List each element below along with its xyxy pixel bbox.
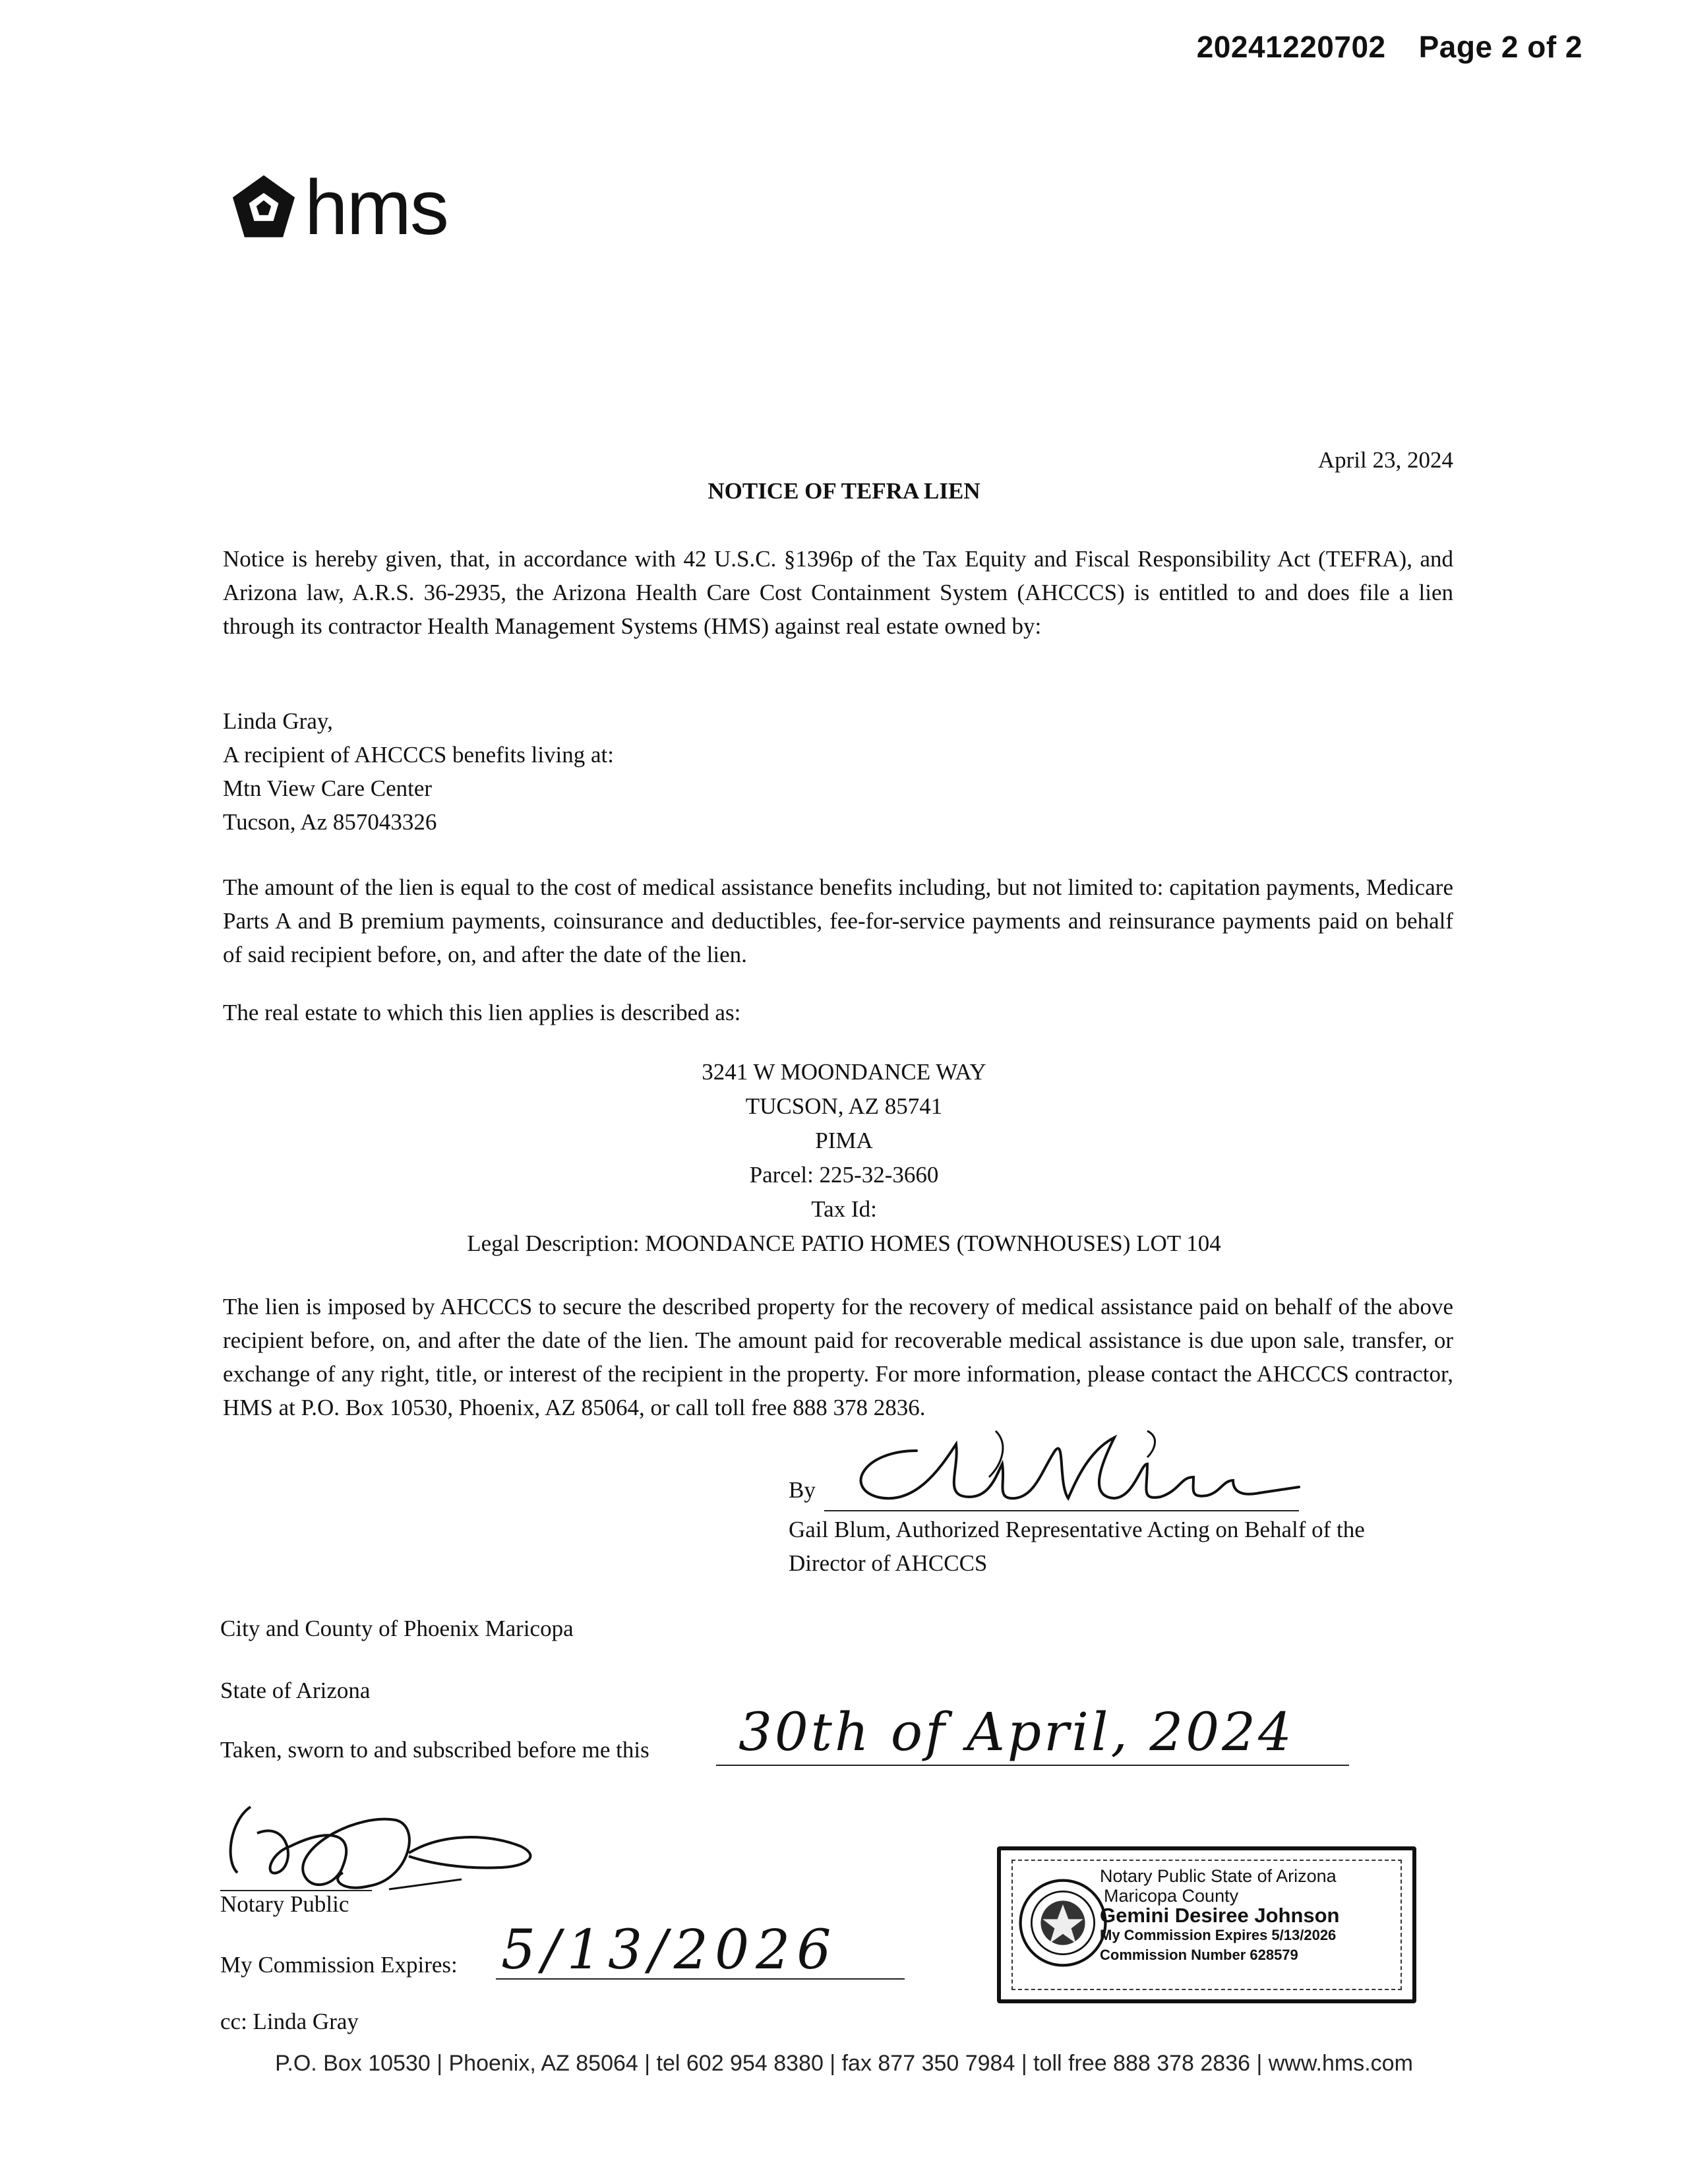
stamp-line: Notary Public State of Arizona (1100, 1866, 1337, 1886)
city-county: City and County of Phoenix Maricopa (220, 1616, 574, 1641)
stamp-line: Gemini Desiree Johnson (1100, 1904, 1340, 1927)
recipient-line: Linda Gray, (223, 708, 333, 734)
page-footer: P.O. Box 10530 | Phoenix, AZ 85064 | tel 602 954 8380 | fax 877 350 7984 | toll free 888 378 2836 | www.hms.com (275, 2051, 1413, 2076)
logo-wordmark: hms (305, 164, 448, 251)
real-estate-intro: The real estate to which this lien applies is described as: (223, 1000, 741, 1025)
property-line: TUCSON, AZ 85741 (745, 1093, 943, 1119)
notary-stamp (997, 1846, 1416, 2003)
amount-paragraph: The amount of the lien is equal to the cost of medical assistance benefits including, but not limited to: capitation payments, Medicare Parts A and B premium payments, coinsurance and deductibles, fee-for-service payments and reinsurance payments paid on behalf of said recipient before, on, and after the date of the lien. (223, 874, 1453, 967)
page-header (1197, 29, 1582, 65)
sworn-date-line (716, 1765, 1349, 1766)
page-label: Page 2 of 2 (1418, 30, 1582, 64)
by-label: By (789, 1477, 816, 1503)
property-description (0, 1055, 1688, 1261)
recipient-line: Tucson, Az 857043326 (223, 809, 437, 835)
property-line: PIMA (815, 1128, 873, 1153)
cc-line: cc: Linda Gray (220, 2009, 359, 2034)
document-number: 20241220702 (1196, 30, 1386, 64)
signer-block (789, 1513, 1365, 1580)
property-line: Tax Id: (811, 1196, 877, 1222)
stamp-line: My Commission Expires 5/13/2026 (1100, 1927, 1337, 1943)
letter-date: April 23, 2024 (1317, 447, 1453, 473)
recipient-line: Mtn View Care Center (223, 775, 433, 801)
hms-logo (227, 164, 448, 251)
recipient-block (223, 704, 614, 839)
stamp-line: Commission Number 628579 (1100, 1947, 1298, 1963)
state-seal-icon (1017, 1877, 1109, 1969)
commission-label: My Commission Expires: (220, 1952, 458, 1978)
property-line: Legal Description: MOONDANCE PATIO HOMES (TOWNHOUSES) LOT 104 (467, 1230, 1221, 1256)
signature-gail-blum (837, 1424, 1325, 1523)
signer-line: Gail Blum, Authorized Representative Acting on Behalf of the (789, 1517, 1365, 1542)
signature-line (824, 1510, 1299, 1511)
hms-logo-icon (227, 171, 301, 245)
property-line: 3241 W MOONDANCE WAY (702, 1059, 986, 1085)
intro-paragraph: Notice is hereby given, that, in accordance with 42 U.S.C. §1396p of the Tax Equity and Fiscal Responsibility Act (TEFRA), and Arizona law, A.R.S. 36-2935, the Arizona Health Care Cost Containment System (AHCCCS) is entitled to and does file a lien through its contractor Health Management Systems (HMS) against real estate owned by: (223, 546, 1453, 639)
state-line: State of Arizona (220, 1678, 371, 1703)
property-line: Parcel: 225-32-3660 (749, 1162, 939, 1188)
imposed-paragraph: The lien is imposed by AHCCCS to secure the described property for the recovery of medical assistance paid on behalf of the above recipient before, on, and after the date of the lien. The amount paid for recoverable medical assistance is due upon sale, transfer, or exchange of any right, title, or interest of the recipient in the property. For more information, please contact the AHCCCS contractor, HMS at P.O. Box 10530, Phoenix, AZ 85064, or call toll free 888 378 2836. (223, 1294, 1453, 1420)
recipient-line: A recipient of AHCCCS benefits living at: (223, 742, 615, 768)
sworn-label: Taken, sworn to and subscribed before me this (220, 1737, 649, 1763)
sworn-date-handwritten: 30th of April, 2024 (738, 1701, 1294, 1763)
stamp-line: Maricopa County (1104, 1886, 1239, 1906)
notary-public-label: Notary Public (220, 1891, 349, 1917)
stamp-text (1100, 1866, 1340, 1965)
letter-title: NOTICE OF TEFRA LIEN (708, 478, 980, 504)
commission-handwritten: 5/13/2026 (501, 1919, 838, 1982)
signer-line: Director of AHCCCS (789, 1550, 988, 1576)
